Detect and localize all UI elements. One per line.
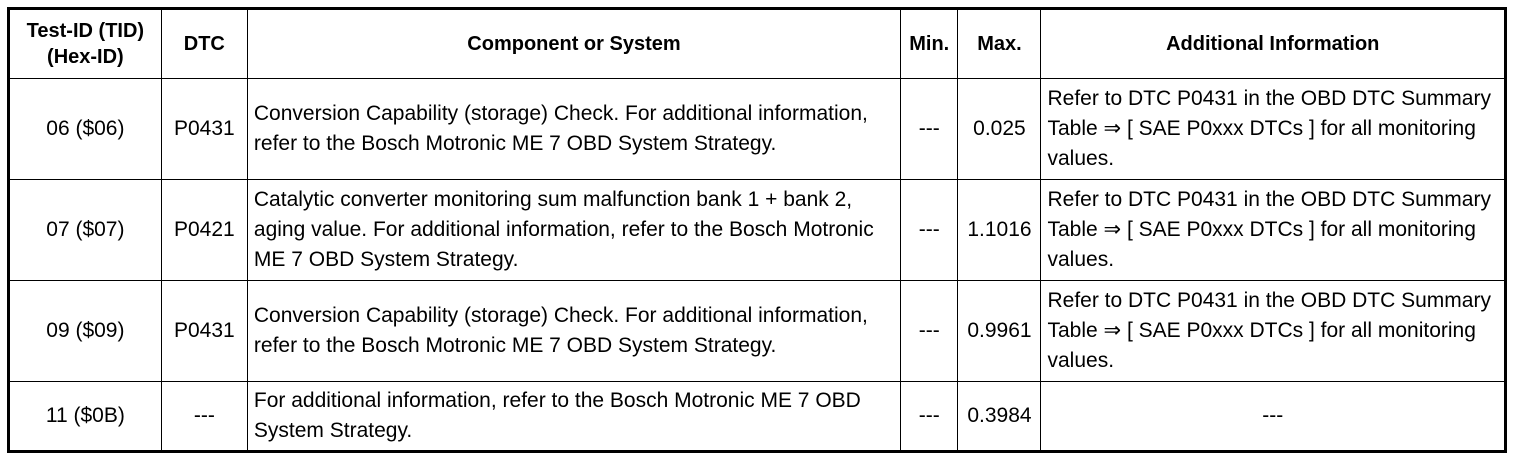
header-min: Min. — [901, 9, 958, 79]
cell-component: Conversion Capability (storage) Check. For additional information, refer to the Bosch Motronic ME 7 OBD System Strategy. — [247, 281, 900, 382]
cell-min: --- — [901, 382, 958, 452]
cell-dtc: P0431 — [161, 79, 247, 180]
header-test-id-line2: (Hex-ID) — [47, 46, 124, 68]
cell-test-id: 09 ($09) — [9, 281, 162, 382]
header-component: Component or System — [247, 9, 900, 79]
cell-component: Catalytic converter monitoring sum malfunction bank 1 + bank 2, aging value. For additional information, refer to the Bosch Motronic ME 7 OBD System Strategy. — [247, 180, 900, 281]
cell-additional-info: --- — [1041, 382, 1506, 452]
table-row — [9, 180, 1506, 281]
cell-max: 0.3984 — [958, 382, 1041, 452]
obd-test-table — [7, 7, 1507, 453]
cell-max: 1.1016 — [958, 180, 1041, 281]
cell-min: --- — [901, 281, 958, 382]
header-dtc: DTC — [161, 9, 247, 79]
header-row — [9, 9, 1506, 79]
document-page — [7, 7, 1507, 453]
cell-test-id: 07 ($07) — [9, 180, 162, 281]
cell-dtc: --- — [161, 382, 247, 452]
cell-min: --- — [901, 79, 958, 180]
cell-test-id: 11 ($0B) — [9, 382, 162, 452]
cell-additional-info: Refer to DTC P0431 in the OBD DTC Summary Table ⇒ [ SAE P0xxx DTCs ] for all monitoring values. — [1041, 180, 1506, 281]
header-additional-info: Additional Information — [1041, 9, 1506, 79]
cell-component: Conversion Capability (storage) Check. For additional information, refer to the Bosch Motronic ME 7 OBD System Strategy. — [247, 79, 900, 180]
table-row — [9, 281, 1506, 382]
table-row — [9, 382, 1506, 452]
header-test-id-line1: Test-ID (TID) — [26, 20, 145, 42]
cell-additional-info: Refer to DTC P0431 in the OBD DTC Summary Table ⇒ [ SAE P0xxx DTCs ] for all monitoring values. — [1041, 281, 1506, 382]
header-test-id — [9, 9, 162, 79]
cell-dtc: P0421 — [161, 180, 247, 281]
cell-max: 0.9961 — [958, 281, 1041, 382]
cell-min: --- — [901, 180, 958, 281]
cell-test-id: 06 ($06) — [9, 79, 162, 180]
table-header — [9, 9, 1506, 79]
cell-max: 0.025 — [958, 79, 1041, 180]
table-row — [9, 79, 1506, 180]
header-max: Max. — [958, 9, 1041, 79]
cell-component: For additional information, refer to the Bosch Motronic ME 7 OBD System Strategy. — [247, 382, 900, 452]
table-body — [9, 79, 1506, 452]
cell-dtc: P0431 — [161, 281, 247, 382]
cell-additional-info: Refer to DTC P0431 in the OBD DTC Summary Table ⇒ [ SAE P0xxx DTCs ] for all monitoring values. — [1041, 79, 1506, 180]
